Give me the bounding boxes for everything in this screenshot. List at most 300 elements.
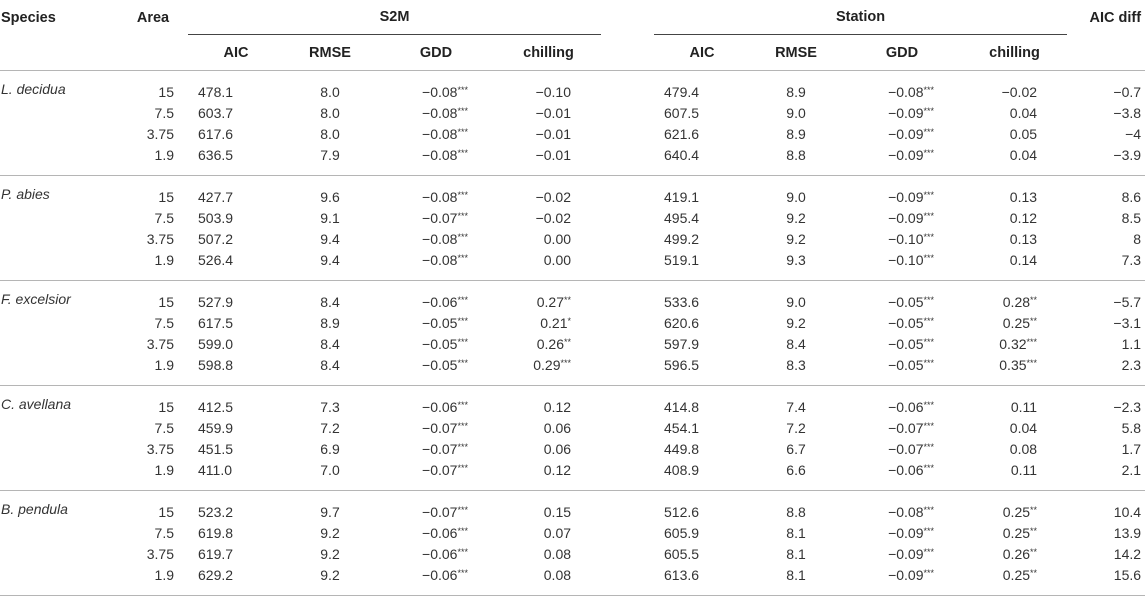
significance-marker: **	[1030, 546, 1038, 557]
cell-station-aic: 479.4	[664, 83, 700, 100]
cell-s2m-gdd: −0.06***	[422, 545, 468, 562]
cell-s2m-chilling: 0.26**	[536, 335, 572, 352]
cell-area: 7.5	[154, 524, 174, 541]
cell-station-rmse: 9.0	[786, 104, 806, 121]
significance-marker: ***	[457, 294, 468, 305]
cell-area: 7.5	[154, 209, 174, 226]
cell-s2m-gdd: −0.07***	[422, 419, 468, 436]
cell-s2m-rmse: 8.0	[320, 125, 340, 142]
cell-s2m-gdd: −0.08***	[422, 104, 468, 121]
cell-s2m-aic: 598.8	[188, 354, 284, 386]
cell-s2m-gdd: −0.06***	[376, 564, 496, 596]
cell-aic-diff: −3.9	[1067, 144, 1145, 176]
cell-s2m-gdd: −0.05***	[422, 314, 468, 331]
cell-s2m-chilling: 0.12	[543, 398, 572, 415]
cell-area: 3.75	[146, 335, 174, 352]
cell-station-aic: 605.9	[664, 524, 700, 541]
table-row	[0, 438, 1145, 459]
spacer-cell	[601, 491, 654, 523]
cell-station-gdd: −0.09***	[842, 564, 962, 596]
table-row	[0, 207, 1145, 228]
spacer-cell	[601, 522, 654, 543]
cell-s2m-aic: 629.2	[188, 564, 284, 596]
cell-station-chilling: 0.05	[1009, 125, 1038, 142]
cell-area: 1.9	[118, 459, 188, 491]
cell-s2m-rmse: 8.4	[284, 354, 376, 386]
cell-area: 1.9	[118, 144, 188, 176]
cell-s2m-aic: 526.4	[188, 249, 284, 281]
cell-station-gdd: −0.09***	[888, 188, 935, 205]
cell-s2m-gdd: −0.07***	[422, 440, 468, 457]
significance-marker: **	[1030, 504, 1038, 515]
cell-s2m-rmse: 6.9	[320, 440, 340, 457]
table-row	[0, 491, 1145, 523]
cell-station-chilling: 0.11	[1010, 398, 1038, 415]
cell-area: 7.5	[154, 314, 174, 331]
cell-aic-diff: 1.1	[1121, 335, 1142, 352]
significance-marker: ***	[457, 147, 468, 158]
cell-s2m-chilling: 0.29***	[496, 354, 601, 386]
cell-station-rmse: 8.4	[786, 335, 806, 352]
cell-station-chilling: 0.04	[1009, 104, 1038, 121]
significance-marker: **	[1030, 315, 1038, 326]
cell-s2m-rmse: 7.3	[320, 398, 340, 415]
significance-marker: ***	[457, 84, 468, 95]
significance-marker: ***	[923, 189, 935, 200]
significance-marker: *	[567, 315, 572, 326]
cell-area: 7.5	[154, 104, 174, 121]
cell-aic-diff: 1.7	[1121, 440, 1142, 457]
cell-station-gdd: −0.08***	[888, 83, 935, 100]
cell-s2m-rmse: 9.4	[320, 230, 340, 247]
table-row	[0, 228, 1145, 249]
table-row	[0, 386, 1145, 418]
significance-marker: ***	[923, 399, 935, 410]
header-row-groups	[0, 0, 1145, 35]
significance-marker: ***	[457, 504, 468, 515]
cell-station-gdd: −0.09***	[888, 524, 935, 541]
cell-s2m-gdd: −0.08***	[376, 249, 496, 281]
cell-area: 1.9	[118, 564, 188, 596]
cell-area: 15	[158, 293, 174, 310]
cell-station-chilling: 0.28**	[1002, 293, 1038, 310]
cell-s2m-rmse: 8.9	[320, 314, 340, 331]
table-row	[0, 459, 1145, 491]
cell-station-chilling: 0.26**	[1002, 545, 1038, 562]
cell-station-aic: 408.9	[654, 459, 750, 491]
cell-s2m-chilling: −0.10	[535, 83, 572, 100]
cell-station-aic: 597.9	[664, 335, 700, 352]
cell-s2m-gdd: −0.06***	[422, 293, 468, 310]
cell-s2m-chilling: 0.08	[496, 564, 601, 596]
cell-s2m-rmse: 8.4	[320, 335, 340, 352]
cell-s2m-aic: 412.5	[198, 398, 234, 415]
cell-station-gdd: −0.05***	[888, 293, 935, 310]
significance-marker: **	[564, 336, 572, 347]
cell-station-rmse: 7.4	[786, 398, 806, 415]
cell-station-rmse: 7.2	[786, 419, 806, 436]
cell-station-chilling: 0.32***	[999, 335, 1038, 352]
cell-station-chilling: 0.14	[962, 249, 1067, 281]
cell-aic-diff: −4	[1125, 125, 1142, 142]
cell-station-aic: 605.5	[664, 545, 700, 562]
header-aic-diff: AIC diff	[1067, 0, 1145, 71]
table-row	[0, 249, 1145, 281]
table-row	[0, 281, 1145, 313]
table-row	[0, 123, 1145, 144]
significance-marker: ***	[457, 441, 468, 452]
cell-aic-diff: 8	[1133, 230, 1142, 247]
spacer-cell	[601, 228, 654, 249]
cell-s2m-aic: 617.5	[198, 314, 234, 331]
significance-marker: ***	[923, 525, 935, 536]
cell-s2m-chilling: −0.02	[535, 188, 572, 205]
cell-station-rmse: 8.3	[750, 354, 842, 386]
cell-station-rmse: 9.0	[786, 293, 806, 310]
cell-s2m-rmse: 9.2	[284, 564, 376, 596]
cell-station-rmse: 8.1	[786, 545, 806, 562]
header-station-aic: AIC	[654, 35, 750, 71]
cell-station-chilling: −0.02	[1001, 83, 1038, 100]
cell-s2m-chilling: 0.12	[496, 459, 601, 491]
spacer-cell	[601, 71, 654, 103]
cell-s2m-rmse: 9.4	[284, 249, 376, 281]
cell-s2m-rmse: 8.4	[320, 293, 340, 310]
cell-area: 1.9	[118, 354, 188, 386]
species-name: C. avellana	[0, 386, 118, 491]
cell-aic-diff: 7.3	[1067, 249, 1145, 281]
cell-station-chilling: 0.13	[1009, 188, 1038, 205]
cell-station-aic: 607.5	[664, 104, 700, 121]
cell-s2m-rmse: 9.1	[320, 209, 340, 226]
header-station-gdd: GDD	[842, 35, 962, 71]
header-species: Species	[0, 0, 118, 71]
cell-area: 3.75	[146, 230, 174, 247]
cell-s2m-rmse: 9.7	[320, 503, 340, 520]
table-row	[0, 333, 1145, 354]
cell-station-rmse: 9.2	[786, 314, 806, 331]
significance-marker: ***	[923, 231, 935, 242]
cell-aic-diff: 10.4	[1113, 503, 1142, 520]
cell-station-gdd: −0.09***	[888, 125, 935, 142]
significance-marker: ***	[923, 546, 935, 557]
significance-marker: ***	[923, 105, 935, 116]
cell-s2m-gdd: −0.08***	[376, 144, 496, 176]
cell-s2m-rmse: 9.2	[320, 524, 340, 541]
header-area: Area	[118, 0, 188, 71]
table-row	[0, 144, 1145, 176]
spacer-cell	[601, 417, 654, 438]
significance-marker: ***	[923, 84, 935, 95]
cell-station-gdd: −0.08***	[888, 503, 935, 520]
cell-s2m-aic: 619.8	[198, 524, 234, 541]
table-row	[0, 354, 1145, 386]
cell-s2m-gdd: −0.08***	[422, 230, 468, 247]
cell-station-gdd: −0.06***	[888, 398, 935, 415]
significance-marker: ***	[923, 315, 935, 326]
cell-s2m-aic: 507.2	[198, 230, 234, 247]
cell-station-aic: 449.8	[664, 440, 700, 457]
cell-s2m-chilling: −0.01	[535, 104, 572, 121]
table-row	[0, 564, 1145, 596]
cell-station-chilling: 0.35***	[962, 354, 1067, 386]
cell-station-aic: 454.1	[664, 419, 700, 436]
significance-marker: ***	[457, 399, 468, 410]
cell-aic-diff: −3.1	[1113, 314, 1142, 331]
cell-area: 15	[158, 398, 174, 415]
cell-station-gdd: −0.09***	[888, 104, 935, 121]
header-s2m-chilling: chilling	[496, 35, 601, 71]
significance-marker: ***	[923, 126, 935, 137]
significance-marker: ***	[923, 336, 935, 347]
significance-marker: ***	[923, 420, 935, 431]
cell-s2m-rmse: 8.0	[320, 104, 340, 121]
cell-s2m-gdd: −0.07***	[376, 459, 496, 491]
cell-station-chilling: 0.11	[962, 459, 1067, 491]
cell-station-aic: 621.6	[664, 125, 700, 142]
table-body	[0, 71, 1145, 596]
significance-marker: ***	[457, 189, 468, 200]
cell-s2m-aic: 411.0	[188, 459, 284, 491]
significance-marker: ***	[923, 252, 935, 263]
cell-aic-diff: −5.7	[1113, 293, 1142, 310]
significance-marker: ***	[457, 420, 468, 431]
cell-s2m-aic: 617.6	[198, 125, 234, 142]
cell-s2m-aic: 478.1	[198, 83, 234, 100]
cell-s2m-aic: 451.5	[198, 440, 234, 457]
significance-marker: ***	[923, 441, 935, 452]
cell-s2m-chilling: −0.02	[535, 209, 572, 226]
cell-s2m-gdd: −0.05***	[376, 354, 496, 386]
cell-s2m-chilling: 0.27**	[536, 293, 572, 310]
cell-s2m-aic: 503.9	[198, 209, 234, 226]
cell-s2m-chilling: 0.21*	[540, 314, 572, 331]
species-name: F. excelsior	[0, 281, 118, 386]
cell-station-gdd: −0.10***	[842, 249, 962, 281]
significance-marker: ***	[457, 126, 468, 137]
cell-aic-diff: 5.8	[1121, 419, 1142, 436]
cell-s2m-rmse: 9.6	[320, 188, 340, 205]
cell-aic-diff: 15.6	[1067, 564, 1145, 596]
cell-aic-diff: 2.3	[1067, 354, 1145, 386]
cell-s2m-gdd: −0.06***	[422, 398, 468, 415]
significance-marker: ***	[457, 336, 468, 347]
header-s2m-gdd: GDD	[376, 35, 496, 71]
cell-s2m-chilling: 0.08	[543, 545, 572, 562]
cell-station-aic: 613.6	[654, 564, 750, 596]
cell-station-rmse: 8.1	[750, 564, 842, 596]
cell-station-rmse: 8.8	[786, 503, 806, 520]
cell-station-gdd: −0.10***	[888, 230, 935, 247]
cell-s2m-chilling: 0.06	[543, 440, 572, 457]
cell-aic-diff: −2.3	[1113, 398, 1142, 415]
cell-station-chilling: 0.25**	[962, 564, 1067, 596]
spacer-cell	[601, 459, 654, 491]
cell-station-chilling: 0.12	[1009, 209, 1038, 226]
cell-s2m-rmse: 9.2	[320, 545, 340, 562]
cell-station-chilling: 0.25**	[1002, 503, 1038, 520]
cell-s2m-aic: 603.7	[198, 104, 234, 121]
cell-s2m-aic: 636.5	[188, 144, 284, 176]
cell-s2m-aic: 459.9	[198, 419, 234, 436]
header-s2m-rmse: RMSE	[284, 35, 376, 71]
species-name: P. abies	[0, 176, 118, 281]
cell-s2m-chilling: 0.00	[543, 230, 572, 247]
significance-marker: ***	[923, 504, 935, 515]
significance-marker: ***	[1026, 357, 1038, 368]
cell-station-aic: 499.2	[664, 230, 700, 247]
header-s2m-aic: AIC	[188, 35, 284, 71]
cell-station-aic: 495.4	[664, 209, 700, 226]
significance-marker: ***	[457, 357, 468, 368]
significance-marker: ***	[457, 567, 468, 578]
spacer-cell	[601, 207, 654, 228]
cell-station-rmse: 8.9	[786, 83, 806, 100]
cell-s2m-aic: 527.9	[198, 293, 234, 310]
cell-s2m-chilling: 0.06	[543, 419, 572, 436]
cell-aic-diff: 2.1	[1067, 459, 1145, 491]
spacer-cell	[601, 386, 654, 418]
spacer-cell	[601, 312, 654, 333]
significance-marker: **	[1030, 525, 1038, 536]
species-name: L. decidua	[0, 71, 118, 176]
cell-station-rmse: 6.6	[750, 459, 842, 491]
spacer-cell	[601, 564, 654, 596]
cell-s2m-chilling: 0.07	[543, 524, 572, 541]
cell-station-rmse: 8.9	[786, 125, 806, 142]
cell-station-gdd: −0.05***	[842, 354, 962, 386]
cell-station-chilling: 0.25**	[1002, 314, 1038, 331]
cell-area: 15	[158, 188, 174, 205]
cell-station-chilling: 0.08	[1009, 440, 1038, 457]
cell-station-aic: 512.6	[664, 503, 700, 520]
spacer-cell	[601, 354, 654, 386]
cell-aic-diff: −3.8	[1113, 104, 1142, 121]
cell-s2m-rmse: 8.0	[320, 83, 340, 100]
cell-station-chilling: 0.13	[1009, 230, 1038, 247]
header-station-chilling: chilling	[962, 35, 1067, 71]
cell-s2m-aic: 619.7	[198, 545, 234, 562]
cell-aic-diff: 8.6	[1121, 188, 1142, 205]
spacer-cell	[601, 281, 654, 313]
cell-area: 1.9	[118, 249, 188, 281]
spacer-cell	[601, 249, 654, 281]
cell-station-aic: 533.6	[664, 293, 700, 310]
cell-s2m-gdd: −0.06***	[422, 524, 468, 541]
cell-station-aic: 419.1	[664, 188, 700, 205]
cell-aic-diff: 13.9	[1113, 524, 1142, 541]
cell-station-gdd: −0.07***	[888, 419, 935, 436]
significance-marker: ***	[457, 231, 468, 242]
cell-s2m-aic: 427.7	[198, 188, 234, 205]
cell-station-rmse: 9.2	[786, 209, 806, 226]
cell-area: 3.75	[146, 125, 174, 142]
cell-station-gdd: −0.09***	[888, 545, 935, 562]
cell-s2m-chilling: −0.01	[535, 125, 572, 142]
header-station-rmse: RMSE	[750, 35, 842, 71]
spacer-cell	[601, 123, 654, 144]
cell-station-chilling: 0.25**	[1002, 524, 1038, 541]
cell-area: 15	[158, 503, 174, 520]
cell-station-chilling: 0.04	[1009, 419, 1038, 436]
cell-station-gdd: −0.05***	[888, 335, 935, 352]
significance-marker: **	[1030, 294, 1038, 305]
significance-marker: ***	[923, 147, 935, 158]
cell-station-rmse: 9.0	[786, 188, 806, 205]
spacer-cell	[601, 438, 654, 459]
cell-s2m-aic: 599.0	[198, 335, 234, 352]
cell-s2m-aic: 523.2	[198, 503, 234, 520]
cell-station-aic: 414.8	[664, 398, 700, 415]
cell-s2m-chilling: −0.01	[496, 144, 601, 176]
significance-marker: ***	[457, 252, 468, 263]
spacer-cell	[601, 176, 654, 208]
header-station: Station	[654, 0, 1067, 35]
cell-station-gdd: −0.09***	[842, 144, 962, 176]
significance-marker: ***	[1026, 336, 1038, 347]
cell-s2m-chilling: 0.00	[496, 249, 601, 281]
cell-s2m-rmse: 7.2	[320, 419, 340, 436]
significance-marker: ***	[457, 462, 468, 473]
cell-station-rmse: 9.2	[786, 230, 806, 247]
spacer-cell	[601, 102, 654, 123]
cell-station-chilling: 0.04	[962, 144, 1067, 176]
cell-station-gdd: −0.05***	[888, 314, 935, 331]
cell-station-gdd: −0.07***	[888, 440, 935, 457]
cell-s2m-chilling: 0.15	[543, 503, 572, 520]
cell-station-rmse: 8.1	[786, 524, 806, 541]
table-row	[0, 176, 1145, 208]
table-row	[0, 312, 1145, 333]
cell-station-gdd: −0.09***	[888, 209, 935, 226]
cell-aic-diff: −0.7	[1113, 83, 1142, 100]
cell-station-rmse: 9.3	[750, 249, 842, 281]
significance-marker: ***	[923, 462, 935, 473]
cell-s2m-gdd: −0.05***	[422, 335, 468, 352]
significance-marker: ***	[457, 315, 468, 326]
cell-station-rmse: 6.7	[786, 440, 806, 457]
table-row	[0, 543, 1145, 564]
species-name: B. pendula	[0, 491, 118, 596]
significance-marker: ***	[923, 210, 935, 221]
cell-area: 3.75	[146, 545, 174, 562]
significance-marker: **	[1030, 567, 1038, 578]
cell-area: 15	[158, 83, 174, 100]
cell-s2m-rmse: 7.9	[284, 144, 376, 176]
cell-s2m-gdd: −0.07***	[422, 209, 468, 226]
cell-s2m-gdd: −0.08***	[422, 125, 468, 142]
table-row	[0, 522, 1145, 543]
table-row	[0, 102, 1145, 123]
cell-area: 3.75	[146, 440, 174, 457]
spacer-cell	[601, 144, 654, 176]
significance-marker: ***	[457, 546, 468, 557]
significance-marker: ***	[457, 525, 468, 536]
cell-station-aic: 620.6	[664, 314, 700, 331]
significance-marker: ***	[923, 357, 935, 368]
table-row	[0, 417, 1145, 438]
cell-station-gdd: −0.06***	[842, 459, 962, 491]
significance-marker: ***	[923, 567, 935, 578]
spacer-cell	[601, 543, 654, 564]
cell-station-aic: 596.5	[654, 354, 750, 386]
significance-marker: **	[564, 294, 572, 305]
header-s2m: S2M	[188, 0, 601, 35]
significance-marker: ***	[560, 357, 572, 368]
cell-station-rmse: 8.8	[750, 144, 842, 176]
cell-s2m-gdd: −0.07***	[422, 503, 468, 520]
table-row	[0, 71, 1145, 103]
